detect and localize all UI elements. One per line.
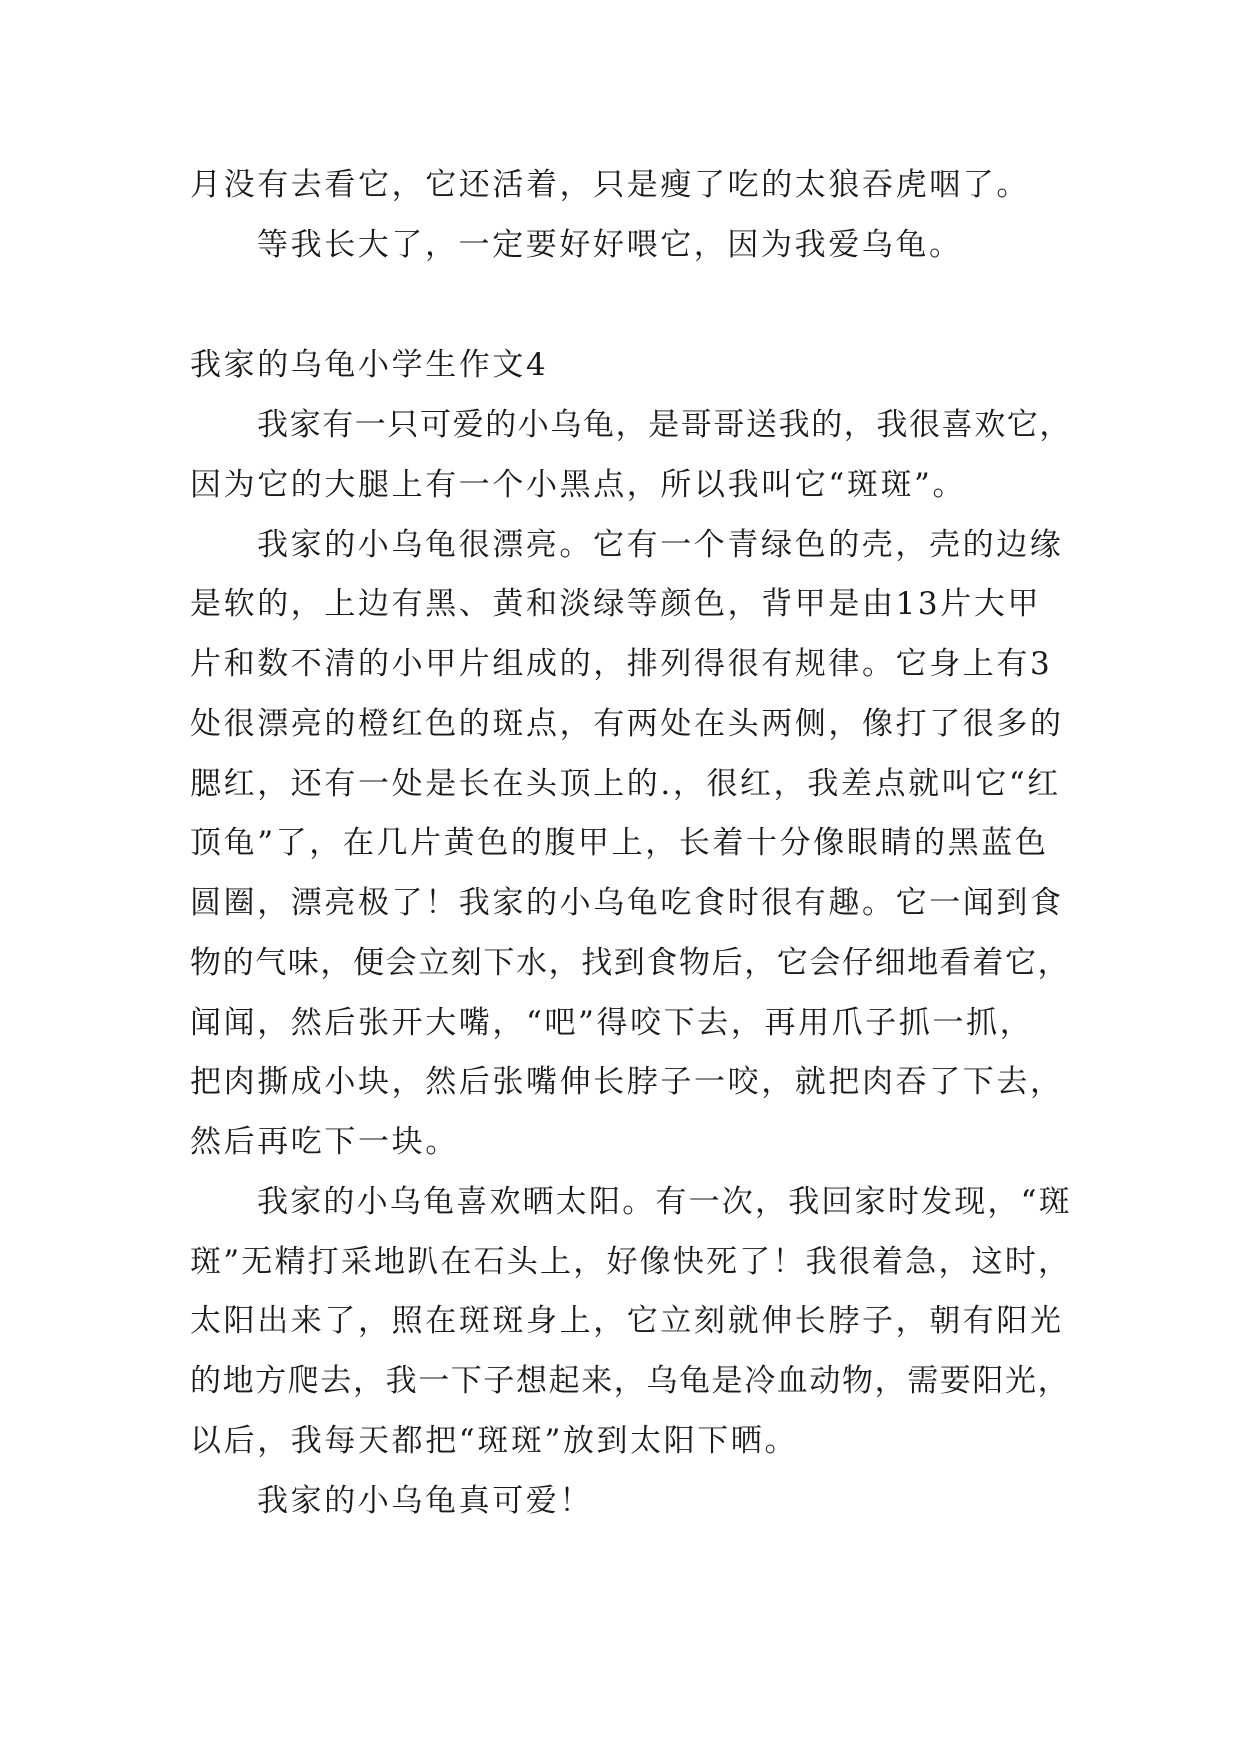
- text-line: 闻闻，然后张开大嘴，“吧”得咬下去，再用爪子抓一抓，: [190, 1005, 1034, 1041]
- text-line: 我家的小乌龟很漂亮。它有一个青绿色的壳，壳的边缘: [257, 527, 1064, 563]
- text-line: 物的气味，便会立刻下水，找到食物后，它会仔细地看着它，: [190, 945, 1071, 981]
- text-line: 太阳出来了，照在斑斑身上，它立刻就伸长脖子，朝有阳光: [190, 1303, 1064, 1339]
- text-line: 是软的，上边有黑、黄和淡绿等颜色，背甲是由13片大甲: [190, 586, 1042, 622]
- text-line: 斑”无精打采地趴在石头上，好像快死了！我很着急，这时，: [190, 1244, 1072, 1280]
- text-line: 我家的小乌龟喜欢晒太阳。有一次，我回家时发现，“斑: [257, 1184, 1072, 1220]
- text-line: 圆圈，漂亮极了！我家的小乌龟吃食时很有趣。它一闻到食: [190, 885, 1064, 921]
- text-line: 我家的小乌龟真可爱！: [257, 1483, 593, 1519]
- text-line: 月没有去看它，它还活着，只是瘦了吃的太狼吞虎咽了。: [190, 167, 1030, 203]
- text-line: 等我长大了，一定要好好喂它，因为我爱乌龟。: [257, 227, 963, 263]
- section-heading: 我家的乌龟小学生作文4: [190, 347, 549, 383]
- text-line: 顶龟”了，在几片黄色的腹甲上，长着十分像眼睛的黑蓝色: [190, 825, 1049, 861]
- text-line: 因为它的大腿上有一个小黑点，所以我叫它“斑斑”。: [190, 467, 967, 503]
- text-line: 把肉撕成小块，然后张嘴伸长脖子一咬，就把肉吞了下去，: [190, 1064, 1064, 1100]
- text-line: 腮红，还有一处是长在头顶上的.，很红，我差点就叫它“红: [190, 766, 1061, 802]
- text-line: 的地方爬去，我一下子想起来，乌龟是冷血动物，需要阳光，: [190, 1363, 1071, 1399]
- text-line: 处很漂亮的橙红色的斑点，有两处在头两侧，像打了很多的: [190, 706, 1064, 742]
- text-line: 然后再吃下一块。: [190, 1124, 459, 1160]
- text-line: 我家有一只可爱的小乌龟，是哥哥送我的，我很喜欢它，: [257, 407, 1072, 443]
- text-line: 以后，我每天都把“斑斑”放到太阳下晒。: [190, 1423, 799, 1459]
- text-line: 片和数不清的小甲片组成的，排列得很有规律。它身上有3: [190, 646, 1053, 682]
